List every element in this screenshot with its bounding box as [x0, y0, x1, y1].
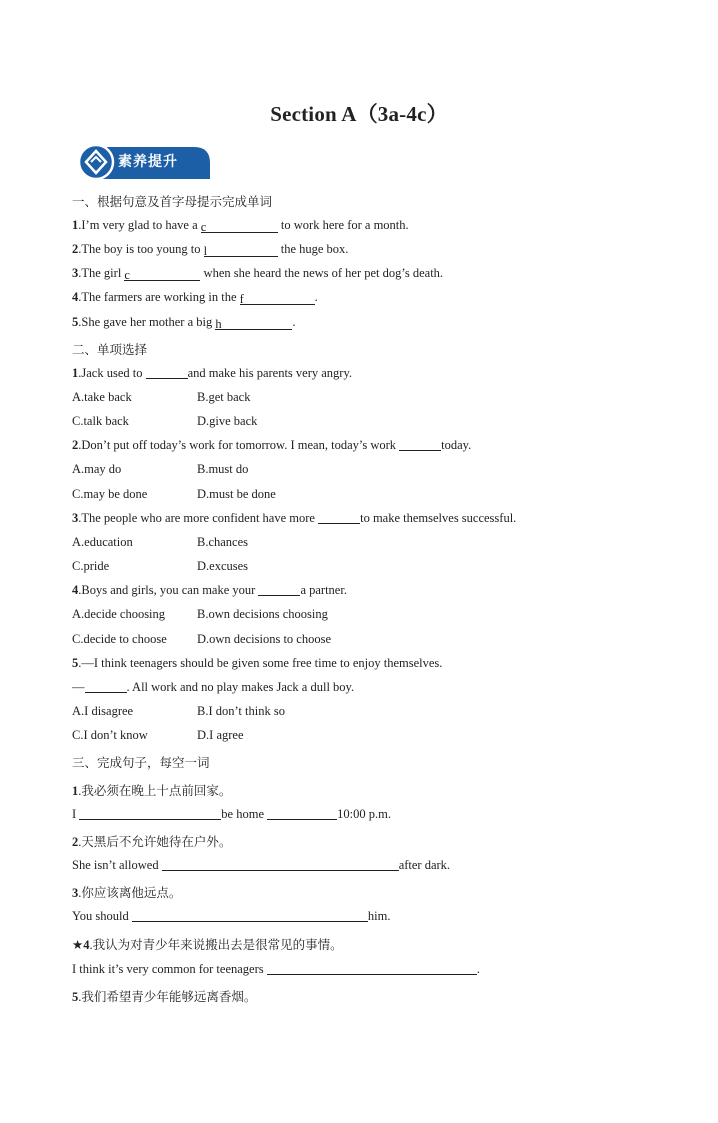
english-text: 10:00 p.m. — [337, 807, 391, 821]
part3-item-2-chinese: 2.天黑后不允许她待在户外。 — [72, 834, 232, 849]
chinese-sentence: 我认为对青少年来说搬出去是很常见的事情。 — [92, 937, 343, 952]
question-text: The people who are more confident have more — [81, 511, 319, 525]
hint-letter: c — [124, 268, 130, 282]
part2-question-5-line2 — [72, 680, 354, 695]
banner-label: 素养提升 — [118, 154, 178, 170]
part1-item-5: 5.She gave her mother a big h . — [72, 315, 296, 331]
option-d[interactable]: D.excuses — [197, 559, 249, 573]
question-text: Boys and girls, you can make your — [81, 583, 259, 597]
answer-blank[interactable] — [146, 366, 188, 379]
part3-item-3-english — [72, 909, 390, 924]
answer-blank[interactable] — [79, 807, 221, 820]
option-b[interactable]: B.get back — [197, 390, 251, 404]
option-b[interactable]: B.chances — [197, 535, 249, 549]
question-text: —I think teenagers should be given some free time to enjoy themselves. — [81, 656, 443, 670]
hint-letter: c — [200, 220, 207, 234]
option-a[interactable]: A.take back — [72, 390, 132, 404]
option-a[interactable]: A.education — [72, 535, 133, 549]
chinese-sentence: 你应该离他远点。 — [81, 885, 182, 900]
option-d[interactable]: D.give back — [197, 414, 258, 428]
part2-heading: 二、单项选择 — [72, 342, 148, 357]
item-number: 4 — [83, 938, 90, 952]
chinese-sentence: 我们希望青少年能够远离香烟。 — [81, 989, 257, 1004]
item-text: . — [314, 290, 318, 304]
part3-item-4-chinese: ★4.我认为对青少年来说搬出去是很常见的事情。 — [72, 937, 343, 952]
answer-blank[interactable] — [162, 858, 399, 871]
part3-item-2-english — [72, 858, 450, 873]
option-d[interactable]: D.own decisions to choose — [197, 632, 332, 646]
item-number: 3 — [72, 266, 79, 280]
answer-blank[interactable] — [85, 680, 127, 693]
english-text: I — [72, 807, 80, 821]
answer-blank[interactable] — [318, 511, 360, 524]
part3-item-1-english — [72, 807, 391, 822]
question-text: Don’t put off today’s work for tomorrow. I mean, today’s work — [81, 438, 400, 452]
hint-letter: l — [203, 244, 208, 258]
item-text: . — [292, 315, 296, 329]
page-title: Section A（3a-4c） — [270, 102, 448, 126]
option-d[interactable]: D.must be done — [197, 487, 276, 501]
question-number: 4 — [72, 583, 79, 597]
answer-blank[interactable] — [258, 583, 300, 596]
chinese-sentence: 我必须在晚上十点前回家。 — [81, 783, 232, 798]
english-text: be home — [221, 807, 268, 821]
item-number: 3 — [72, 886, 79, 900]
answer-blank[interactable] — [215, 317, 292, 330]
option-c[interactable]: C.pride — [72, 559, 110, 573]
option-c[interactable]: C.decide to choose — [72, 632, 167, 646]
item-text: The boy is too young to — [81, 242, 204, 256]
answer-blank[interactable] — [399, 438, 441, 451]
item-text: the huge box. — [277, 242, 349, 256]
question-text: today. — [441, 438, 472, 452]
question-number: 5 — [72, 656, 79, 670]
part3-item-4-english — [72, 962, 480, 977]
item-number: 2 — [72, 242, 79, 256]
english-text: . — [476, 962, 480, 976]
item-number: 1 — [72, 218, 79, 232]
part2-question-1: 1.Jack used to and make his parents very angry. — [72, 366, 353, 380]
part3-item-3-chinese: 3.你应该离他远点。 — [72, 885, 182, 900]
question-text: Jack used to — [81, 366, 146, 380]
part1-item-1: 1.I’m very glad to have a c to work here for a month. — [72, 218, 409, 234]
english-text: She isn’t allowed — [72, 858, 162, 872]
answer-blank[interactable] — [201, 220, 278, 233]
english-text: I think it’s very common for teenagers — [72, 962, 267, 976]
question-number: 2 — [72, 438, 79, 452]
star-mark: ★ — [72, 937, 84, 952]
part2-question-2: 2.Don’t put off today’s work for tomorrow. I mean, today’s work today. — [72, 438, 472, 452]
option-a[interactable]: A.may do — [72, 462, 122, 476]
item-text: to work here for a month. — [277, 218, 409, 232]
answer-blank[interactable] — [132, 909, 368, 922]
part2-question-5: 5.—I think teenagers should be given some free time to enjoy themselves. — [72, 656, 443, 670]
answer-blank[interactable] — [267, 962, 477, 975]
dash-text: — — [72, 680, 85, 694]
item-number: 4 — [72, 290, 79, 304]
answer-blank[interactable] — [267, 807, 337, 820]
part2-question-3: 3.The people who are more confident have more to make themselves successful. — [72, 511, 517, 525]
item-number: 1 — [72, 784, 79, 798]
english-text: him. — [367, 909, 391, 923]
part3-item-5-chinese: 5.我们希望青少年能够远离香烟。 — [72, 989, 257, 1004]
part3-heading: 三、完成句子，每空一词 — [72, 755, 210, 770]
option-a[interactable]: A.I disagree — [72, 704, 134, 718]
answer-blank[interactable] — [204, 244, 278, 257]
option-b[interactable]: B.I don’t think so — [197, 704, 285, 718]
english-text: after dark. — [398, 858, 451, 872]
option-b[interactable]: B.must do — [197, 462, 249, 476]
answer-blank[interactable] — [124, 268, 200, 281]
question-text: . All work and no play makes Jack a dull boy. — [126, 680, 355, 694]
part1-item-4: 4.The farmers are working in the f . — [72, 290, 318, 306]
option-b[interactable]: B.own decisions choosing — [197, 607, 328, 621]
item-text: when she heard the news of her pet dog’s death. — [200, 266, 444, 280]
item-text: The girl — [81, 266, 125, 280]
option-d[interactable]: D.I agree — [197, 728, 244, 742]
chinese-sentence: 天黑后不允许她待在户外。 — [81, 834, 232, 849]
english-text: You should — [72, 909, 132, 923]
question-text: to make themselves successful. — [360, 511, 517, 525]
hint-letter: h — [215, 317, 222, 331]
hint-letter: f — [239, 292, 244, 306]
answer-blank[interactable] — [240, 292, 315, 305]
question-text: a partner. — [300, 583, 347, 597]
question-text: and make his parents very angry. — [187, 366, 353, 380]
part1-item-3: 3.The girl c when she heard the news of her pet dog’s death. — [72, 266, 444, 282]
part3-item-1-chinese: 1.我必须在晚上十点前回家。 — [72, 783, 232, 798]
part1-heading: 一、根据句意及首字母提示完成单词 — [72, 194, 273, 209]
option-c[interactable]: C.may be done — [72, 487, 148, 501]
option-a[interactable]: A.decide choosing — [72, 607, 166, 621]
item-text: I’m very glad to have a — [81, 218, 201, 232]
item-number: 5 — [72, 990, 79, 1004]
part1-item-2: 2.The boy is too young to l the huge box. — [72, 242, 349, 258]
option-c[interactable]: C.talk back — [72, 414, 129, 428]
part2-question-4: 4.Boys and girls, you can make your a partner. — [72, 583, 347, 597]
option-c[interactable]: C.I don’t know — [72, 728, 148, 742]
question-number: 1 — [72, 366, 79, 380]
item-number: 2 — [72, 835, 79, 849]
item-text: She gave her mother a big — [81, 315, 216, 329]
question-number: 3 — [72, 511, 79, 525]
item-number: 5 — [72, 315, 79, 329]
item-text: The farmers are working in the — [81, 290, 240, 304]
